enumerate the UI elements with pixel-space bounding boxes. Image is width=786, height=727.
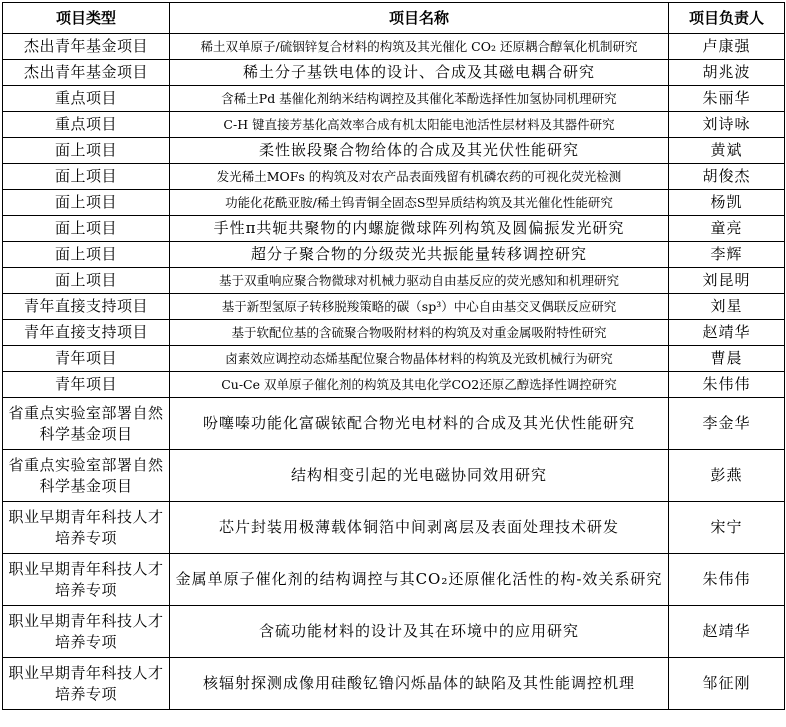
table-row: [3, 372, 785, 398]
cell-project-name: 吩噻嗪功能化富碳铱配合物光电材料的合成及其光伏性能研究: [170, 398, 669, 450]
table-row: [3, 60, 785, 86]
cell-project-type: 青年直接支持项目: [3, 320, 170, 346]
cell-project-leader: 胡兆波: [669, 60, 785, 86]
cell-project-type: 职业早期青年科技人才培养专项: [3, 502, 170, 554]
header-row: [3, 3, 785, 34]
cell-project-type: 重点项目: [3, 86, 170, 112]
cell-project-type: 面上项目: [3, 164, 170, 190]
cell-project-type: 面上项目: [3, 138, 170, 164]
cell-project-name: Cu-Ce 双单原子催化剂的构筑及其电化学CO2还原乙醇选择性调控研究: [170, 372, 669, 398]
cell-project-type: 省重点实验室部署自然科学基金项目: [3, 398, 170, 450]
cell-project-leader: 杨凯: [669, 190, 785, 216]
cell-project-name: 卤素效应调控动态烯基配位聚合物晶体材料的构筑及光致机械行为研究: [170, 346, 669, 372]
table-body: [3, 34, 785, 710]
cell-project-name: 金属单原子催化剂的结构调控与其CO₂还原催化活性的构-效关系研究: [170, 554, 669, 606]
cell-project-type: 青年项目: [3, 372, 170, 398]
table-row: [3, 164, 785, 190]
cell-project-type: 省重点实验室部署自然科学基金项目: [3, 450, 170, 502]
header-project-type: 项目类型: [3, 3, 170, 34]
cell-project-name: C-H 键直接芳基化高效率合成有机太阳能电池活性层材料及其器件研究: [170, 112, 669, 138]
cell-project-name: 稀土双单原子/硫铟锌复合材料的构筑及其光催化 CO₂ 还原耦合醇氧化机制研究: [170, 34, 669, 60]
project-table: [2, 2, 785, 710]
cell-project-leader: 黄斌: [669, 138, 785, 164]
table-row: [3, 294, 785, 320]
cell-project-name: 基于软配位基的含硫聚合物吸附材料的构筑及对重金属吸附特性研究: [170, 320, 669, 346]
header-project-name: 项目名称: [170, 3, 669, 34]
cell-project-leader: 刘诗咏: [669, 112, 785, 138]
cell-project-type: 职业早期青年科技人才培养专项: [3, 606, 170, 658]
cell-project-type: 杰出青年基金项目: [3, 60, 170, 86]
cell-project-name: 超分子聚合物的分级荧光共振能量转移调控研究: [170, 242, 669, 268]
cell-project-name: 芯片封装用极薄载体铜箔中间剥离层及表面处理技术研发: [170, 502, 669, 554]
table-row: [3, 658, 785, 710]
table-row: [3, 606, 785, 658]
table-row: [3, 138, 785, 164]
cell-project-type: 职业早期青年科技人才培养专项: [3, 658, 170, 710]
table-row: [3, 216, 785, 242]
cell-project-leader: 邹征刚: [669, 658, 785, 710]
cell-project-name: 基于双重响应聚合物微球对机械力驱动自由基反应的荧光感知和机理研究: [170, 268, 669, 294]
table-row: [3, 398, 785, 450]
cell-project-type: 面上项目: [3, 216, 170, 242]
cell-project-leader: 刘昆明: [669, 268, 785, 294]
cell-project-name: 含稀土Pd 基催化剂纳米结构调控及其催化苯酚选择性加氢协同机理研究: [170, 86, 669, 112]
cell-project-name: 稀土分子基铁电体的设计、合成及其磁电耦合研究: [170, 60, 669, 86]
cell-project-leader: 宋宁: [669, 502, 785, 554]
cell-project-type: 青年项目: [3, 346, 170, 372]
cell-project-leader: 赵靖华: [669, 606, 785, 658]
table-row: [3, 242, 785, 268]
cell-project-leader: 李金华: [669, 398, 785, 450]
cell-project-name: 含硫功能材料的设计及其在环境中的应用研究: [170, 606, 669, 658]
cell-project-type: 重点项目: [3, 112, 170, 138]
header-project-leader: 项目负责人: [669, 3, 785, 34]
table-row: [3, 86, 785, 112]
cell-project-type: 青年直接支持项目: [3, 294, 170, 320]
table-row: [3, 450, 785, 502]
cell-project-name: 柔性嵌段聚合物给体的合成及其光伏性能研究: [170, 138, 669, 164]
cell-project-leader: 卢康强: [669, 34, 785, 60]
cell-project-name: 发光稀土MOFs 的构筑及对农产品表面残留有机磷农药的可视化荧光检测: [170, 164, 669, 190]
cell-project-leader: 刘星: [669, 294, 785, 320]
cell-project-name: 手性π共轭共聚物的内螺旋微球阵列构筑及圆偏振发光研究: [170, 216, 669, 242]
cell-project-leader: 朱伟伟: [669, 554, 785, 606]
cell-project-type: 职业早期青年科技人才培养专项: [3, 554, 170, 606]
cell-project-name: 功能化花酰亚胺/稀土钨青铜全固态S型异质结构筑及其光催化性能研究: [170, 190, 669, 216]
cell-project-type: 面上项目: [3, 242, 170, 268]
table-row: [3, 34, 785, 60]
table-row: [3, 190, 785, 216]
cell-project-leader: 彭燕: [669, 450, 785, 502]
cell-project-type: 面上项目: [3, 268, 170, 294]
cell-project-name: 核辐射探测成像用硅酸钇镥闪烁晶体的缺陷及其性能调控机理: [170, 658, 669, 710]
cell-project-name: 基于新型氢原子转移脱羧策略的碳（sp³）中心自由基交叉偶联反应研究: [170, 294, 669, 320]
cell-project-leader: 朱伟伟: [669, 372, 785, 398]
cell-project-leader: 朱丽华: [669, 86, 785, 112]
table-row: [3, 502, 785, 554]
table-row: [3, 268, 785, 294]
table-row: [3, 112, 785, 138]
table-row: [3, 346, 785, 372]
cell-project-leader: 童亮: [669, 216, 785, 242]
table-row: [3, 554, 785, 606]
cell-project-leader: 李辉: [669, 242, 785, 268]
cell-project-type: 杰出青年基金项目: [3, 34, 170, 60]
cell-project-leader: 胡俊杰: [669, 164, 785, 190]
table-row: [3, 320, 785, 346]
cell-project-leader: 赵靖华: [669, 320, 785, 346]
cell-project-type: 面上项目: [3, 190, 170, 216]
cell-project-name: 结构相变引起的光电磁协同效用研究: [170, 450, 669, 502]
cell-project-leader: 曹晨: [669, 346, 785, 372]
